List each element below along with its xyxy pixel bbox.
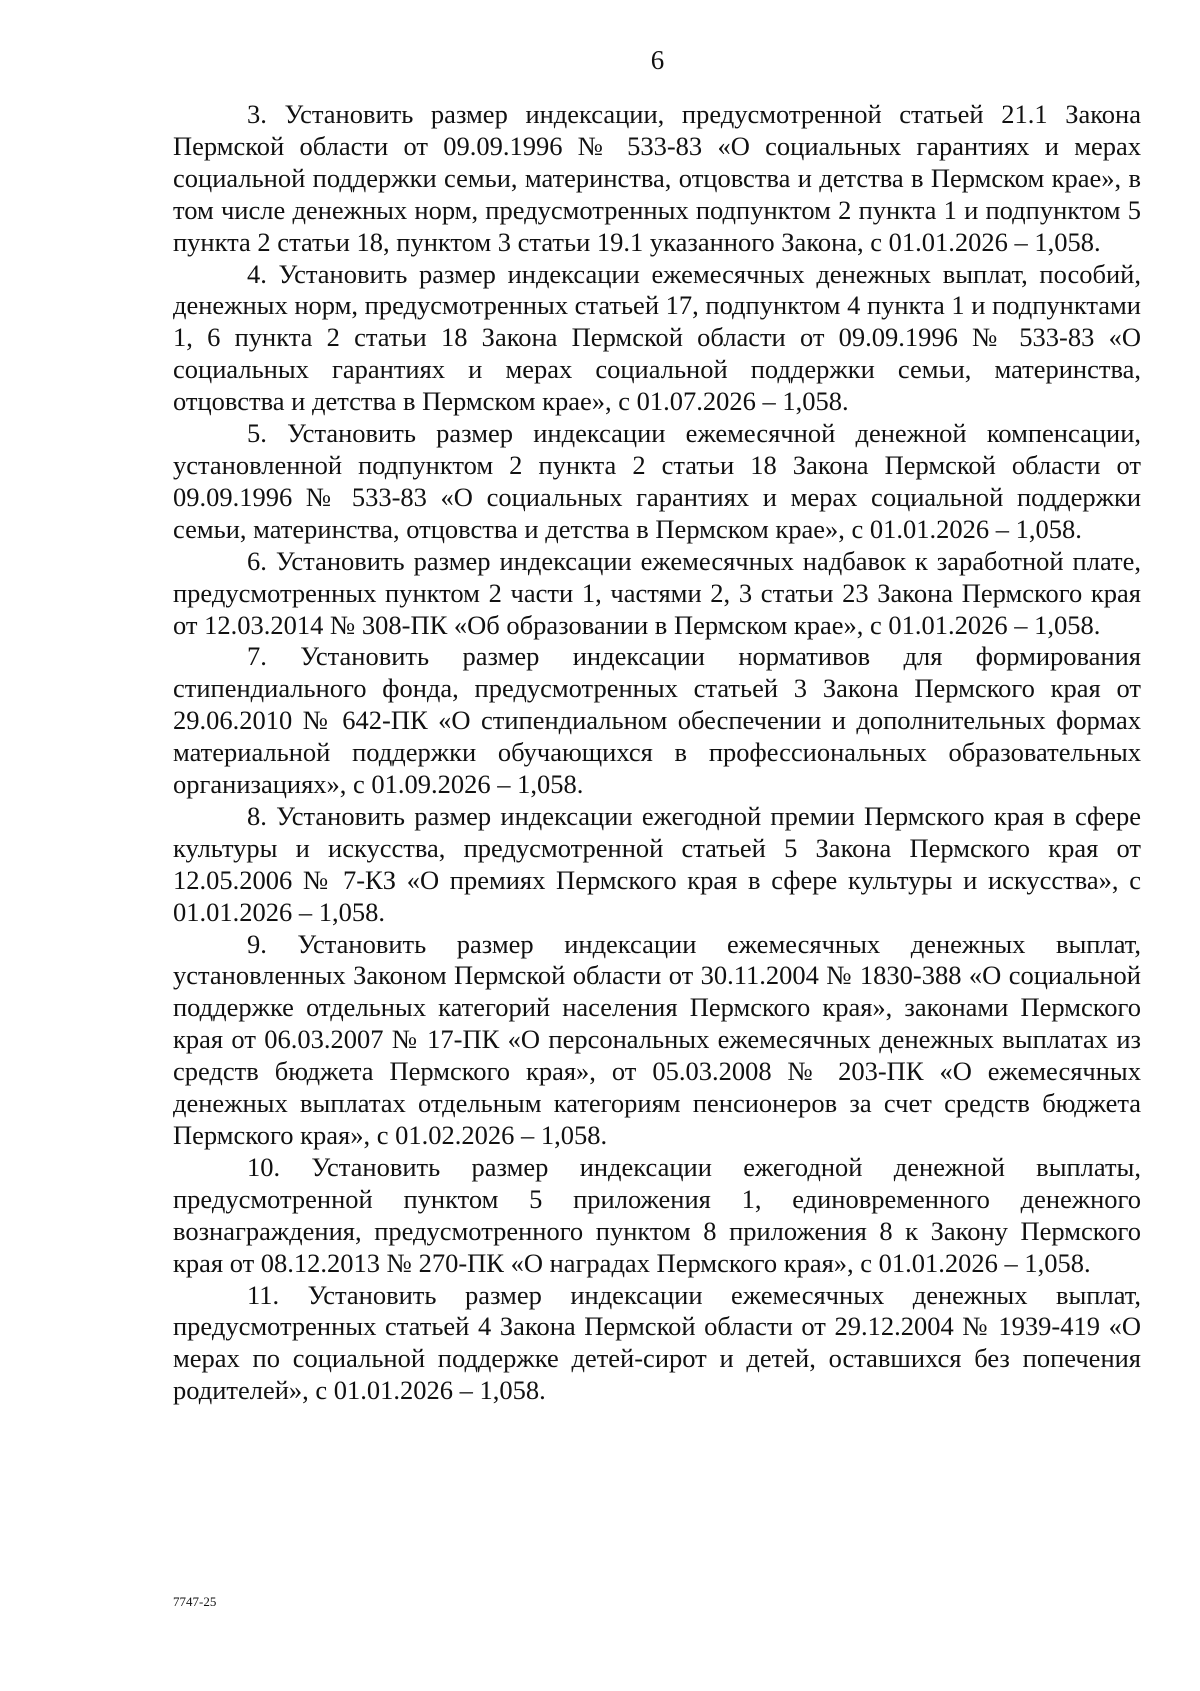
paragraph-item-6: 6. Установить размер индексации ежемесячных надбавок к заработной плате, предусмотренных пунктом 2 части 1, частями 2, 3 статьи 23 Закона Пермского края от 12.03.2014 № 308-ПК «Об образовании в Пермском крае», с 01.01.2026 – 1,058. <box>173 545 1141 640</box>
paragraph-item-11: 11. Установить размер индексации ежемесячных денежных выплат, предусмотренных статьей 4 Закона Пермской области от 29.12.2004 № 1939-419 «О мерах по социальной поддержке детей-сирот и детей, оставшихся без попечения родителей», с 01.01.2026 – 1,058. <box>173 1279 1141 1406</box>
paragraph-item-8: 8. Установить размер индексации ежегодной премии Пермского края в сфере культуры и искусства, предусмотренной статьей 5 Закона Пермского края от 12.05.2006 № 7-КЗ «О премиях Пермского края в сфере культуры и искусства», с 01.01.2026 – 1,058. <box>173 800 1141 927</box>
paragraph-item-7: 7. Установить размер индексации нормативов для формирования стипендиального фонда, предусмотренных статьей 3 Закона Пермского края от 29.06.2010 № 642-ПК «О стипендиальном обеспечении и дополнительных формах материальной поддержки обучающихся в профессиональных образовательных организациях», с 01.09.2026 – 1,058. <box>173 641 1141 800</box>
document-code: 7747-25 <box>173 1594 217 1609</box>
document-body <box>173 99 1141 1407</box>
paragraph-item-3: 3. Установить размер индексации, предусмотренной статьей 21.1 Закона Пермской области от 09.09.1996 № 533-83 «О социальных гарантиях и мерах социальной поддержки семьи, материнства, отцовства и детства в Пермском крае», в том числе денежных норм, предусмотренных подпунктом 2 пункта 1 и подпунктом 5 пункта 2 статьи 18, пунктом 3 статьи 19.1 указанного Закона, с 01.01.2026 – 1,058. <box>173 99 1141 257</box>
paragraph-item-4: 4. Установить размер индексации ежемесячных денежных выплат, пособий, денежных норм, предусмотренных статьей 17, подпунктом 4 пункта 1 и подпунктами 1, 6 пункта 2 статьи 18 Закона Пермской области от 09.09.1996 № 533-83 «О социальных гарантиях и мерах социальной поддержки семьи, материнства, отцовства и детства в Пермском крае», с 01.07.2026 – 1,058. <box>173 258 1141 417</box>
page-number: 6 <box>650 45 665 75</box>
paragraph-item-9: 9. Установить размер индексации ежемесячных денежных выплат, установленных Законом Пермской области от 30.11.2004 № 1830-388 «О социальной поддержке отдельных категорий населения Пермского края», законами Пермского края от 06.03.2007 № 17-ПК «О персональных ежемесячных денежных выплатах из средств бюджета Пермского края», от 05.03.2008 № 203-ПК «О ежемесячных денежных выплатах отдельным категориям пенсионеров за счет средств бюджета Пермского края», с 01.02.2026 – 1,058. <box>173 928 1141 1150</box>
paragraph-item-5: 5. Установить размер индексации ежемесячной денежной компенсации, установленной подпунктом 2 пункта 2 статьи 18 Закона Пермской области от 09.09.1996 № 533-83 «О социальных гарантиях и мерах социальной поддержки семьи, материнства, отцовства и детства в Пермском крае», с 01.01.2026 – 1,058. <box>173 418 1141 544</box>
paragraph-item-10: 10. Установить размер индексации ежегодной денежной выплаты, предусмотренной пунктом 5 приложения 1, единовременного денежного вознаграждения, предусмотренного пунктом 8 приложения 8 к Закону Пермского края от 08.12.2013 № 270-ПК «О наградах Пермского края», с 01.01.2026 – 1,058. <box>173 1151 1141 1278</box>
